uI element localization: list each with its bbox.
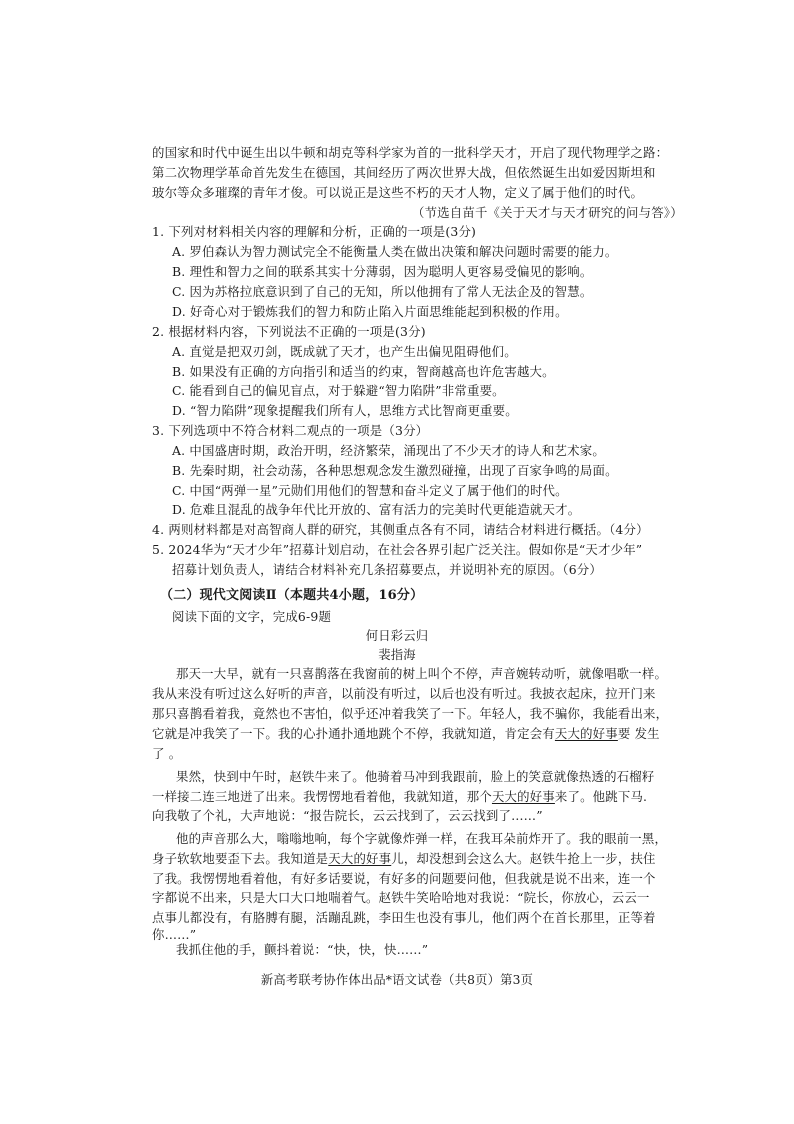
story-line: 了我。我愣愣地看着他，有好多话要说，有好多的问题要问他，但我就是说不出来，连一个 xyxy=(152,871,656,886)
story-text: 来了。他跳下马. xyxy=(554,789,648,804)
story-line xyxy=(152,849,656,868)
story-text: 身子软软地要歪下去。我知道是 xyxy=(152,851,329,866)
story-title: 何日彩云归 xyxy=(365,628,429,643)
question-5-continuation: 招募计划负责人，请结合材料补充几条招募要点，并说明补充的原因。（6分） xyxy=(172,562,602,577)
question-3-option-d: D. 危难且混乱的战争年代比开放的、富有活力的完美时代更能造就天才。 xyxy=(172,502,581,517)
question-1-option-b: B. 理性和智力之间的联系其实十分薄弱，因为聪明人更容易受偏见的影响。 xyxy=(172,264,593,279)
story-line: 了 。 xyxy=(152,746,182,761)
question-2-option-a: A. 直觉是把双刃剑，既成就了天才，也产生出偏见阻碍他们。 xyxy=(172,344,517,359)
story-line: 向我敬了个礼，大声地说：“报告院长，云云找到了，云云找到了……” xyxy=(152,808,543,823)
underlined-phrase: 天大的好事 xyxy=(491,789,555,804)
question-3-option-c: C. 中国“两弹一星”元勋们用他们的智慧和奋斗定义了属于他们的时代。 xyxy=(172,483,568,498)
story-line: 果然，快到中午时，赵铁牛来了。他骑着马冲到我跟前，脸上的笑意就像热透的石榴籽 xyxy=(176,769,655,784)
question-1-option-d: D. 好奇心对于锻炼我们的智力和防止陷入片面思维能起到积极的作用。 xyxy=(172,304,568,319)
question-1-stem: 1. 下列对材料相关内容的理解和分析，正确的一项是(3分) xyxy=(152,224,477,239)
question-2-option-b: B. 如果没有正确的方向指引和适当的约束，智商越高也许危害越大。 xyxy=(172,364,555,379)
question-1-option-c: C. 因为苏格拉底意识到了自己的无知，所以他拥有了常人无法企及的智慧。 xyxy=(172,284,593,299)
story-line: 他的声音那么大，嗡嗡地响，每个字就像炸弹一样，在我耳朵前炸开了。我的眼前一黑， xyxy=(176,831,668,846)
question-3-option-a: A. 中国盛唐时期，政治开明，经济繁荣，涌现出了不少天才的诗人和艺术家。 xyxy=(172,443,605,458)
question-1-option-a: A. 罗伯森认为智力测试完全不能衡量人类在做出决策和解决问题时需要的能力。 xyxy=(172,244,618,259)
section-2-instruction: 阅读下面的文字，完成6-9题 xyxy=(172,609,332,624)
story-text: 一样接二连三地迸了出来。我愣愣地看着他，我就知道，那个 xyxy=(152,789,492,804)
story-text: 它就是冲我笑了一下。我的心扑通扑通地跳个不停，我就知道，肯定会有 xyxy=(152,726,555,741)
section-2-heading: （二）现代文阅读Ⅱ（本题共4小题，16分） xyxy=(160,588,424,603)
question-5-stem: 5. 2024华为“天才少年”招募计划启动，在社会各界引起广泛关注。假如你是“天才少年” xyxy=(152,542,643,557)
question-4-stem: 4. 两则材料都是对高智商人群的研究，其侧重点各有不同，请结合材料进行概括。（4分） xyxy=(152,522,649,537)
story-author: 裴指海 xyxy=(378,647,416,662)
passage-line: 第二次物理学革命首先发生在德国，其间经历了两次世界大战，但依然诞生出如爱因斯坦和 xyxy=(152,165,656,180)
story-line xyxy=(152,787,647,806)
underlined-phrase: 天大的好事 xyxy=(328,851,392,866)
page-footer: 新高考联考协作体出品*语文试卷（共8页）第3页 xyxy=(260,972,534,987)
story-line: 你……” xyxy=(152,927,197,942)
passage-line: 玻尔等众多璀璨的青年才俊。可以说正是这些不朽的天才人物，定义了属于他们的时代。 xyxy=(152,185,644,200)
question-2-option-c: C. 能看到自己的偏见盲点，对于躲避“智力陷阱”非常重要。 xyxy=(172,383,505,398)
underlined-phrase: 天大的好事 xyxy=(554,726,618,741)
story-line: 字都说不出来，只是大口大口地喘着气。赵铁牛笑哈哈地对我说：“院长，你放心，云云一 xyxy=(152,890,650,905)
passage-source: （节选自苗千《关于天才与天才研究的问与答》） xyxy=(412,205,683,220)
story-line: 那天一大早，就有一只喜鹊落在我窗前的树上叫个不停，声音婉转动听，就像唱歌一样。 xyxy=(176,666,668,681)
story-line: 我从来没有听过这么好听的声音，以前没有听过，以后也没有听过。我披衣起床，拉开门来 xyxy=(152,686,656,701)
question-3-option-b: B. 先秦时期，社会动荡，各种思想观念发生激烈碰撞，出现了百家争鸣的局面。 xyxy=(172,463,618,478)
question-2-option-d: D. “智力陷阱”现象提醒我们所有人，思维方式比智商更重要。 xyxy=(172,403,518,418)
story-text: 要 发生 xyxy=(617,726,660,741)
question-3-stem: 3. 下列选项中不符合材料二观点的一项是（3分） xyxy=(152,423,429,438)
story-text: 儿，却没想到会这么大。赵铁牛抢上一步，扶住 xyxy=(391,851,656,866)
story-line: 点事儿都没有，有胳膊有腿，活蹦乱跳，李田生也没有事儿，他们两个在首长那里，正等着 xyxy=(152,910,656,925)
question-2-stem: 2. 根据材料内容，下列说法不正确的一项是(3分) xyxy=(152,324,426,339)
passage-line: 的国家和时代中诞生出以牛顿和胡克等科学家为首的一批科学天才，开启了现代物理学之路： xyxy=(152,145,669,160)
story-line: 我抓住他的手，颤抖着说：“快，快，快……” xyxy=(176,942,429,957)
story-line xyxy=(152,724,660,743)
story-line: 那只喜鹊看着我，竟然也不害怕，似乎还冲着我笑了一下。年轻人，我不骗你，我能看出来， xyxy=(152,706,669,721)
